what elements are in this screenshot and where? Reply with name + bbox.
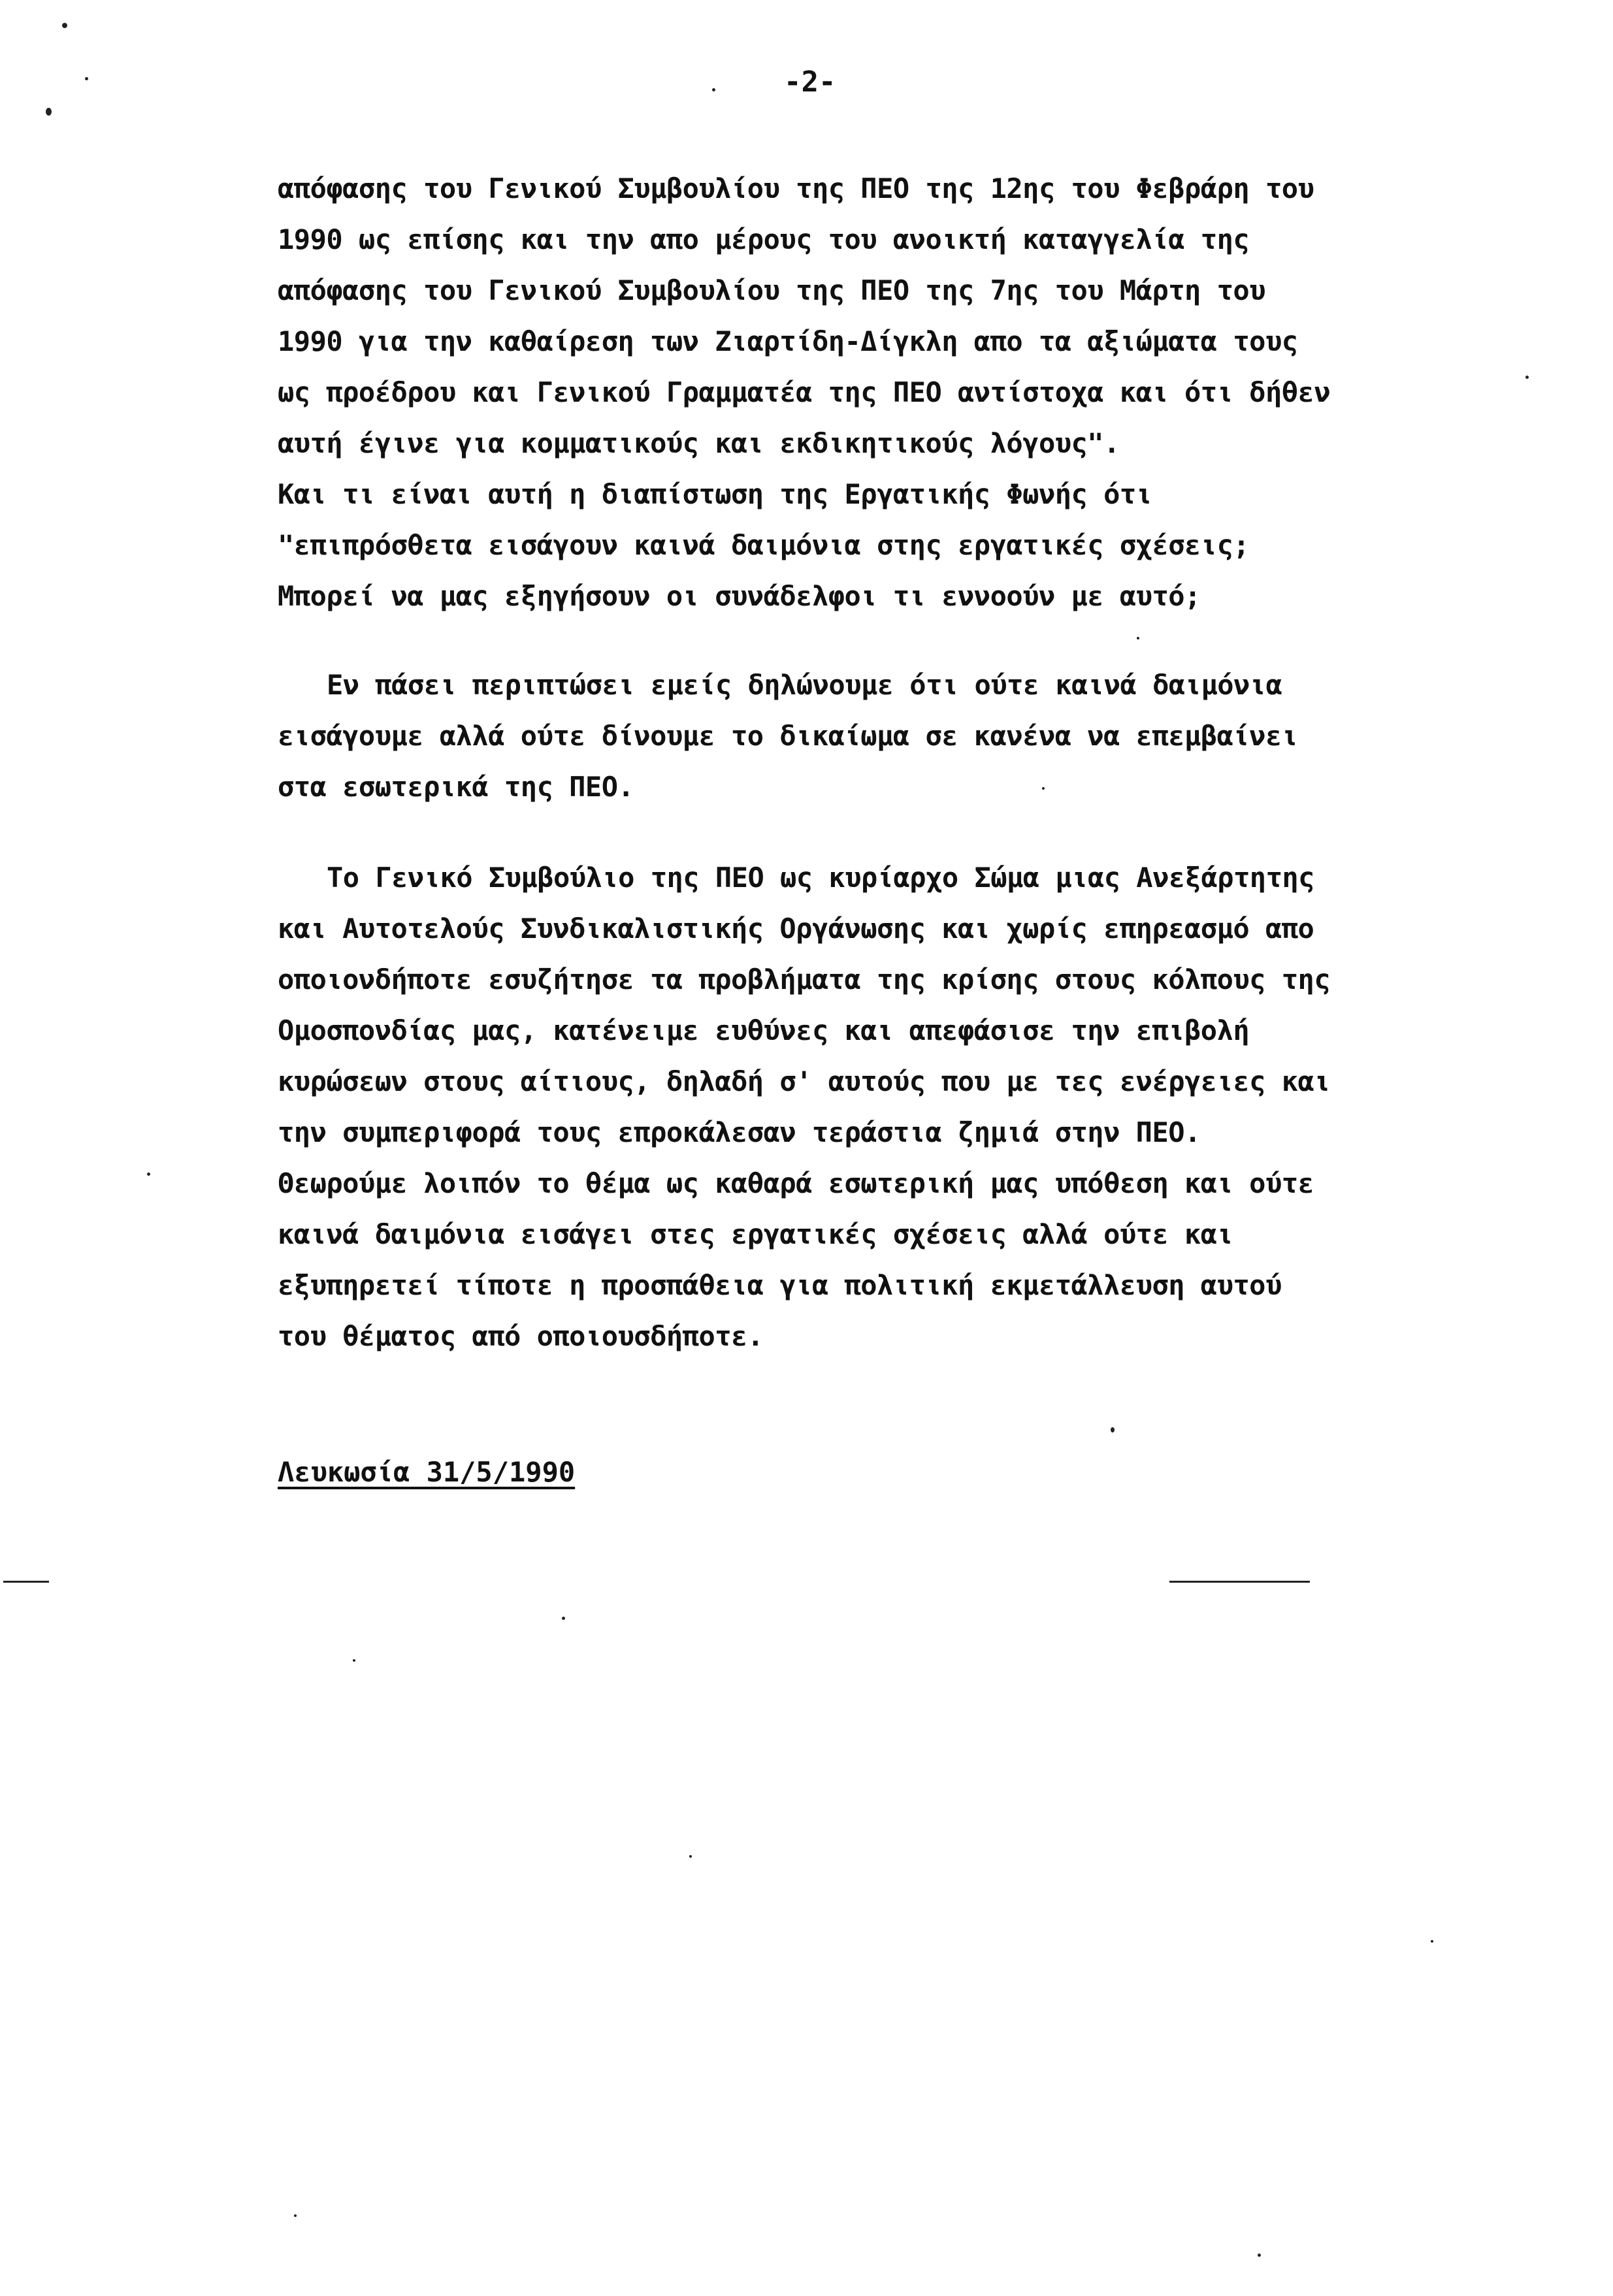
text-line: Θεωρούμε λοιπόν το θέμα ως καθαρά εσωτερική μας υπόθεση και ούτε xyxy=(278,1167,1314,1199)
scan-speck xyxy=(712,88,715,91)
scan-speck xyxy=(46,108,52,116)
scan-speck xyxy=(1431,1940,1433,1943)
scan-speck xyxy=(1525,376,1529,379)
text-line: στα εσωτερικά της ΠΕΟ. xyxy=(278,771,634,803)
scan-speck xyxy=(62,23,67,28)
paragraph-3 xyxy=(278,852,1375,1362)
text-line: αυτή έγινε για κομματικούς και εκδικητικούς λόγους". xyxy=(278,427,1120,459)
text-line: Ομοσπονδίας μας, κατένειμε ευθύνες και απεφάσισε την επιβολή xyxy=(278,1014,1250,1046)
scan-speck xyxy=(1042,787,1045,790)
text-line: καινά δαιμόνια εισάγει στες εργατικές σχέσεις αλλά ούτε και xyxy=(278,1218,1233,1250)
scan-speck xyxy=(147,1172,150,1176)
place-date: Λευκωσία 31/5/1990 xyxy=(278,1456,576,1488)
text-line: απόφασης του Γενικού Συμβουλίου της ΠΕΟ της 12ης του Φεβράρη του xyxy=(278,172,1314,204)
text-line: οποιονδήποτε εσυζήτησε τα προβλήματα της κρίσης στους κόλπους της xyxy=(278,963,1331,995)
scan-speck xyxy=(294,2214,297,2217)
paragraph-2 xyxy=(278,660,1375,813)
text-line: του θέματος από οποιουσδήποτε. xyxy=(278,1320,764,1352)
text-line: Το Γενικό Συμβούλιο της ΠΕΟ ως κυρίαρχο Σώμα μιας Ανεξάρτητης xyxy=(327,862,1314,894)
scan-mark-line xyxy=(3,1581,49,1583)
page-number: -2- xyxy=(784,65,836,99)
paragraph-1 xyxy=(278,163,1375,622)
scan-mark-line xyxy=(1169,1581,1310,1583)
scan-speck xyxy=(1111,1427,1115,1432)
text-line: και Αυτοτελούς Συνδικαλιστικής Οργάνωσης και χωρίς επηρεασμό απο xyxy=(278,913,1314,945)
text-line: Και τι είναι αυτή η διαπίστωση της Εργατικής Φωνής ότι xyxy=(278,478,1152,510)
text-line: κυρώσεων στους αίτιους, δηλαδή σ' αυτούς που με τες ενέργειες και xyxy=(278,1065,1331,1097)
scan-speck xyxy=(1258,2254,1261,2257)
scan-speck xyxy=(562,1617,565,1620)
text-line: 1990 για την καθαίρεση των Ζιαρτίδη-Δίγκλη απο τα αξιώματα τους xyxy=(278,325,1298,357)
text-line: εξυπηρετεί τίποτε η προσπάθεια για πολιτική εκμετάλλευση αυτού xyxy=(278,1269,1282,1301)
scan-speck xyxy=(689,1855,692,1858)
scan-speck xyxy=(353,1659,355,1662)
text-line: την συμπεριφορά τους επροκάλεσαν τεράστια ζημιά στην ΠΕΟ. xyxy=(278,1116,1201,1148)
text-line: "επιπρόσθετα εισάγουν καινά δαιμόνια στης εργατικές σχέσεις; xyxy=(278,529,1250,561)
scan-speck xyxy=(1137,637,1139,639)
scan-speck xyxy=(85,77,88,80)
text-line: 1990 ως επίσης και την απο μέρους του ανοικτή καταγγελία της xyxy=(278,223,1250,255)
text-line: Εν πάσει περιπτώσει εμείς δηλώνουμε ότι ούτε καινά δαιμόνια xyxy=(327,669,1282,701)
text-line: απόφασης του Γενικού Συμβουλίου της ΠΕΟ της 7ης του Μάρτη του xyxy=(278,274,1265,306)
text-line: ως προέδρου και Γενικού Γραμματέα της ΠΕΟ αντίστοχα και ότι δήθεν xyxy=(278,376,1331,408)
text-line: Μπορεί να μας εξηγήσουν οι συνάδελφοι τι εννοούν με αυτό; xyxy=(278,580,1201,612)
text-line: εισάγουμε αλλά ούτε δίνουμε το δικαίωμα σε κανένα να επεμβαίνει xyxy=(278,720,1298,752)
